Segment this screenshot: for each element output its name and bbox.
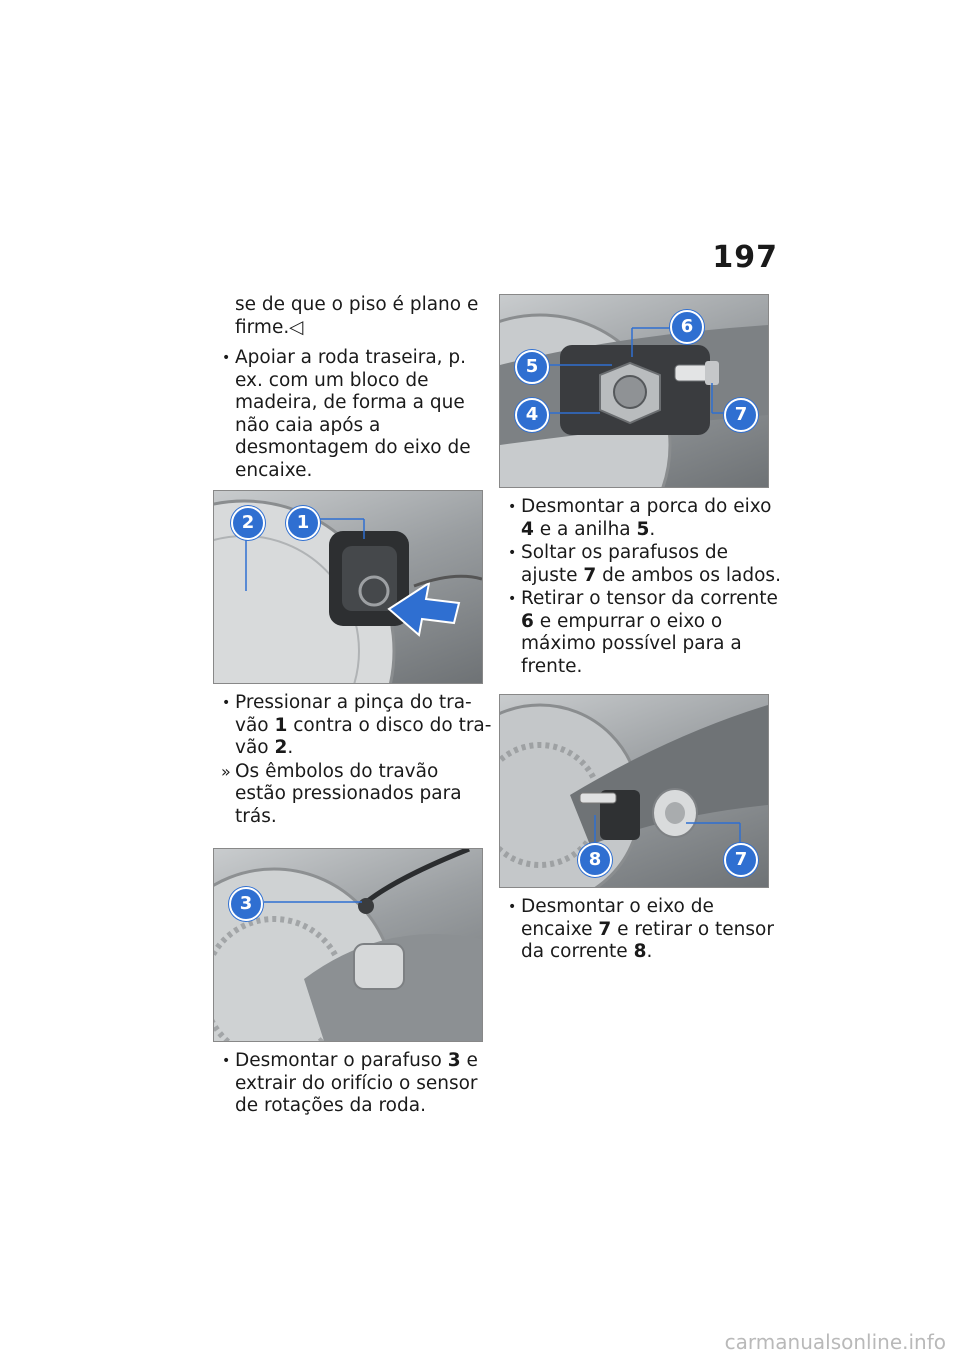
bullet-icon: • [508,499,517,515]
instruction-remove-nut: • Desmontar a porca do eixo 4 e a anilha 5. [508,496,772,540]
instruction-press-caliper: • Pressionar a pinça do tra-vão 1 contra o disco do tra-vão 2. [222,692,492,758]
left-column [221,294,494,1126]
callout-1: 1 [286,506,320,540]
axle-nut-illustration [500,295,768,487]
right-column [510,294,782,972]
callout-5: 5 [515,350,549,384]
wheel-sensor-illustration [214,849,482,1041]
bullet-icon: • [222,350,231,366]
bullet-icon: • [508,591,517,607]
continuation-text: se de que o piso é plano e firme.◁ [235,294,479,338]
figure-wheel-sensor [213,848,483,1042]
callout-2: 2 [231,506,265,540]
bullet-icon: • [222,695,231,711]
figure-axle-removal [499,694,769,888]
instruction-remove-screw: • Desmontar o parafuso 3 e extrair do orifício o sensor de rotações da roda. [222,1050,478,1116]
bullet-icon: • [222,1053,231,1069]
watermark-text: carmanualsonline.info [724,1330,946,1354]
instruction-remove-axle: • Desmontar o eixo de encaixe 7 e retirar o tensor da corrente 8. [508,896,774,962]
instruction-loosen-screws: • Soltar os parafusos de ajuste 7 de ambos os lados. [508,542,781,586]
instruction-support-wheel: • Apoiar a roda traseira, p. ex. com um bloco de madeira, de forma a que não caia após a desmontagem do eixo de encaixe. [222,347,471,481]
bullet-icon: • [508,899,517,915]
callout-4: 4 [515,398,549,432]
page-number: 197 [712,240,778,275]
callout-8: 8 [578,843,612,877]
result-pistons: » Os êmbolos do travão estão pressionados para trás. [221,760,462,827]
callout-7: 7 [724,398,758,432]
bullet-icon: • [508,545,517,561]
callout-3: 3 [229,887,263,921]
figure-brake-caliper [213,490,483,684]
callout-6: 6 [670,310,704,344]
result-icon: » [221,761,231,781]
callout-7: 7 [724,843,758,877]
figure-axle-nut [499,294,769,488]
instruction-remove-tensioner: • Retirar o tensor da corrente 6 e empurrar o eixo o máximo possível para a frente. [508,588,778,677]
